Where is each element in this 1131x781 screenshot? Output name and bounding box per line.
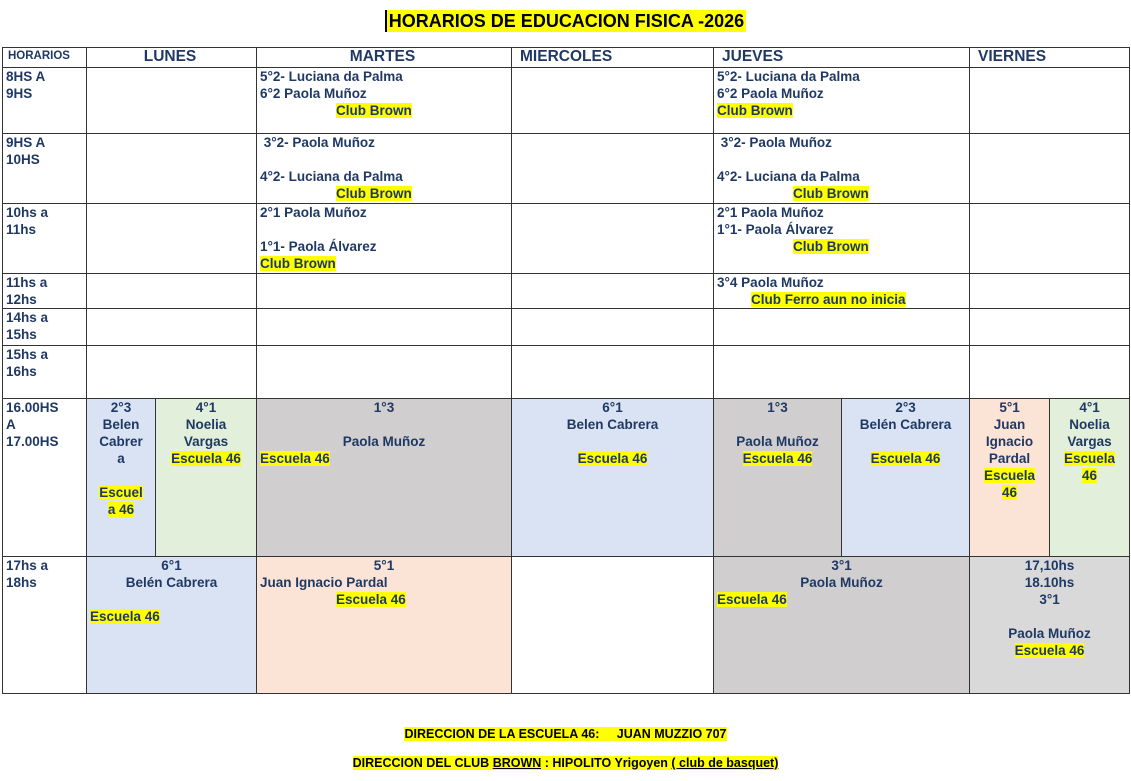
- time-cell: 17hs a 18hs: [3, 557, 87, 694]
- header-lunes: LUNES: [87, 48, 257, 68]
- footer-club-address: DIRECCION DEL CLUB BROWN : HIPOLITO Yrigoyen ( club de basquet): [352, 756, 779, 770]
- cell-viernes: [970, 274, 1130, 309]
- cell-martes: 2°1 Paola Muñoz 1°1- Paola Álvarez Club Brown: [257, 204, 512, 274]
- time-cell: 8HS A 9HS: [3, 68, 87, 134]
- cell-martes: [257, 309, 512, 346]
- cell-lunes: [87, 68, 257, 134]
- time-cell: 16.00HS A 17.00HS: [3, 399, 87, 557]
- cell-miercoles: [512, 204, 714, 274]
- cell-jueves: [714, 346, 970, 399]
- cell-viernes-b: 4°1 Noelia Vargas Escuela 46: [1050, 399, 1130, 557]
- cell-viernes: [970, 134, 1130, 204]
- header-miercoles: MIERCOLES: [512, 48, 714, 68]
- cell-jueves: 3°4 Paola Muñoz Club Ferro aun no inicia: [714, 274, 970, 309]
- cell-lunes-a: 2°3 Belen Cabrer a Escuel a 46: [87, 399, 156, 557]
- cell-jueves: 3°2- Paola Muñoz 4°2- Luciana da Palma Club Brown: [714, 134, 970, 204]
- cell-lunes: [87, 346, 257, 399]
- cell-miercoles: [512, 274, 714, 309]
- header-jueves: JUEVES: [714, 48, 970, 68]
- cell-jueves: 2°1 Paola Muñoz 1°1- Paola Álvarez Club Brown: [714, 204, 970, 274]
- cell-lunes-b: 4°1 Noelia Vargas Escuela 46: [156, 399, 257, 557]
- cell-viernes-a: 5°1 Juan Ignacio Pardal Escuela 46: [970, 399, 1050, 557]
- cell-jueves: [714, 309, 970, 346]
- schedule-table: [2, 47, 1130, 694]
- cell-lunes: 6°1 Belén Cabrera Escuela 46: [87, 557, 257, 694]
- cell-viernes: 17,10hs 18.10hs 3°1 Paola Muñoz Escuela 46: [970, 557, 1130, 694]
- cell-martes: 1°3 Paola Muñoz Escuela 46: [257, 399, 512, 557]
- cell-lunes: [87, 274, 257, 309]
- cell-martes: 5°2- Luciana da Palma 6°2 Paola Muñoz Club Brown: [257, 68, 512, 134]
- page-title: HORARIOS DE EDUCACION FISICA -2026: [0, 11, 1131, 32]
- cell-miercoles: 6°1 Belen Cabrera Escuela 46: [512, 399, 714, 557]
- cell-lunes: [87, 204, 257, 274]
- cell-viernes: [970, 204, 1130, 274]
- time-cell: 15hs a 16hs: [3, 346, 87, 399]
- cell-jueves-a: 1°3 Paola Muñoz Escuela 46: [714, 399, 842, 557]
- cell-viernes: [970, 68, 1130, 134]
- cell-jueves: 3°1 Paola Muñoz Escuela 46: [714, 557, 970, 694]
- cell-miercoles: [512, 557, 714, 694]
- time-cell: 14hs a 15hs: [3, 309, 87, 346]
- cell-martes: [257, 274, 512, 309]
- cell-jueves-b: 2°3 Belén Cabrera Escuela 46: [842, 399, 970, 557]
- cell-martes: 3°2- Paola Muñoz 4°2- Luciana da Palma Club Brown: [257, 134, 512, 204]
- cell-miercoles: [512, 134, 714, 204]
- cell-jueves: 5°2- Luciana da Palma 6°2 Paola Muñoz Club Brown: [714, 68, 970, 134]
- cell-miercoles: [512, 68, 714, 134]
- cell-miercoles: [512, 346, 714, 399]
- footer-school-address: DIRECCION DE LA ESCUELA 46: JUAN MUZZIO 707: [404, 727, 727, 741]
- cell-lunes: [87, 134, 257, 204]
- cell-lunes: [87, 309, 257, 346]
- cell-martes: 5°1 Juan Ignacio Pardal Escuela 46: [257, 557, 512, 694]
- cell-miercoles: [512, 309, 714, 346]
- cell-viernes: [970, 309, 1130, 346]
- cell-martes: [257, 346, 512, 399]
- cell-viernes: [970, 346, 1130, 399]
- time-cell: 9HS A 10HS: [3, 134, 87, 204]
- time-cell: 11hs a 12hs: [3, 274, 87, 309]
- header-martes: MARTES: [257, 48, 512, 68]
- header-horarios: HORARIOS: [3, 48, 87, 68]
- header-viernes: VIERNES: [970, 48, 1130, 68]
- time-cell: 10hs a 11hs: [3, 204, 87, 274]
